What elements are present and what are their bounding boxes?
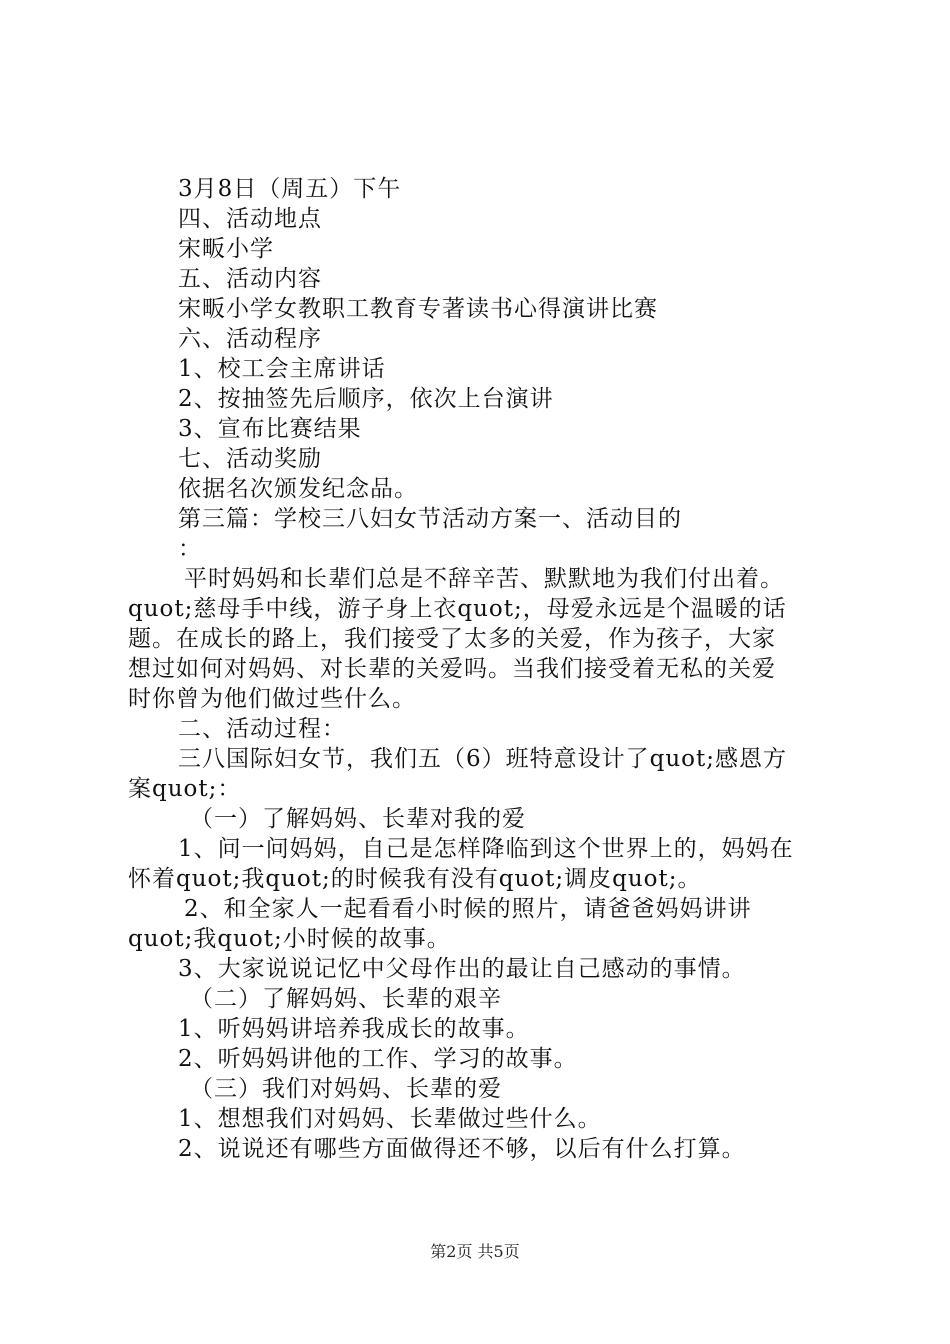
paragraph-line: 三八国际妇女节，我们五（6）班特意设计了quot;感恩方 <box>178 746 788 772</box>
subsection-heading: （一）了解妈妈、长辈对我的爱 <box>190 806 526 832</box>
section-heading: 五、活动内容 <box>178 266 322 292</box>
list-item: 1、听妈妈讲培养我成长的故事。 <box>178 1016 530 1042</box>
section-heading: 四、活动地点 <box>178 206 322 232</box>
chapter-heading: 第三篇：学校三八妇女节活动方案一、活动目的 <box>178 506 682 532</box>
section-heading: 六、活动程序 <box>178 326 322 352</box>
list-item: 3、宣布比赛结果 <box>178 416 362 442</box>
list-item: 2、按抽签先后顺序，依次上台演讲 <box>178 386 554 412</box>
subsection-heading: （三）我们对妈妈、长辈的爱 <box>190 1076 502 1102</box>
list-item: 2、听妈妈讲他的工作、学习的故事。 <box>178 1046 578 1072</box>
text-line: 宋畈小学 <box>178 236 274 262</box>
paragraph-line: quot;慈母手中线，游子身上衣quot;，母爱永远是个温暖的话 <box>128 596 787 622</box>
document-body <box>128 174 838 1164</box>
page-number-footer: 第2页 共5页 <box>430 1242 520 1261</box>
paragraph-line: 案quot;： <box>128 776 242 802</box>
list-item: quot;我quot;小时候的故事。 <box>128 926 451 952</box>
text-line: ： <box>178 536 202 562</box>
paragraph-line: 想过如何对妈妈、对长辈的关爱吗。当我们接受着无私的关爱 <box>128 656 776 682</box>
paragraph-line: 平时妈妈和长辈们总是不辞辛苦、默默地为我们付出着。 <box>184 566 784 592</box>
text-line: 3月8日（周五）下午 <box>178 176 402 202</box>
list-item: 2、和全家人一起看看小时候的照片，请爸爸妈妈讲讲 <box>184 896 752 922</box>
list-item: 2、说说还有哪些方面做得还不够，以后有什么打算。 <box>178 1136 746 1162</box>
section-heading: 七、活动奖励 <box>178 446 322 472</box>
list-item: 1、想想我们对妈妈、长辈做过些什么。 <box>178 1106 602 1132</box>
paragraph-line: 题。在成长的路上，我们接受了太多的关爱，作为孩子，大家 <box>128 626 776 652</box>
text-line: 依据名次颁发纪念品。 <box>178 476 418 502</box>
list-item: 1、问一问妈妈，自己是怎样降临到这个世界上的，妈妈在 <box>178 836 794 862</box>
subsection-heading: （二）了解妈妈、长辈的艰辛 <box>190 986 502 1012</box>
text-line: 宋畈小学女教职工教育专著读书心得演讲比赛 <box>178 296 658 322</box>
list-item: 3、大家说说记忆中父母作出的最让自己感动的事情。 <box>178 956 746 982</box>
list-item: 1、校工会主席讲话 <box>178 356 386 382</box>
list-item: 怀着quot;我quot;的时候我有没有quot;调皮quot;。 <box>128 866 702 892</box>
section-heading: 二、活动过程： <box>178 716 346 742</box>
paragraph-line: 时你曾为他们做过些什么。 <box>128 686 416 712</box>
